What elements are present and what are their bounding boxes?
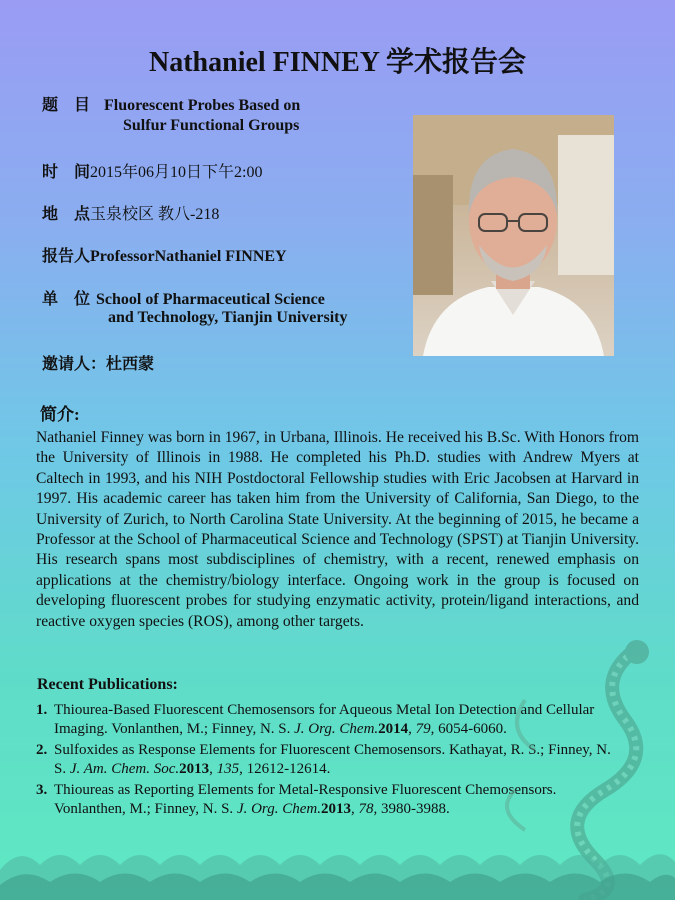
publication-journal: J. Org. Chem. [294, 721, 379, 738]
publication-journal: J. Org. Chem. [236, 801, 321, 818]
speaker-value: ProfessorNathaniel FINNEY [90, 248, 287, 265]
time-label: 时 间 [42, 164, 91, 181]
inviter-value: 杜西蒙 [106, 356, 155, 373]
inviter-label: 邀请人： [42, 356, 107, 373]
publication-year: 2013 [320, 801, 351, 818]
publication-journal: J. Am. Chem. Soc. [69, 761, 180, 778]
speaker-photo [413, 115, 614, 356]
publication-number: 1. [36, 702, 48, 718]
unit-row [42, 286, 325, 309]
unit-label: 单 位 [42, 291, 91, 308]
publication-number: 2. [36, 741, 48, 758]
publications-heading: Recent Publications: [37, 676, 178, 693]
publication-citation: Thiourea-Based Fluorescent Chemosensors for Aqueous Metal Ion Detection and Cellular Imaging. Vonlanthen, M.; Finney, N. S. [54, 702, 595, 738]
publication-volume: 78 [358, 801, 374, 818]
speaker-label: 报告人 [42, 248, 91, 265]
topic-line2: Sulfur Functional Groups [123, 117, 300, 134]
biography-text: Nathaniel Finney was born in 1967, in Urbana, Illinois. He received his B.Sc. With Honors from the University of Illinois in 1988. He completed his Ph.D. studies with Andrew Myers at Caltech in 1993, and his NIH Postdoctoral Fellowship studies with Eric Jacobsen at Harvard in 1997. His academic career has taken him from the University of California, San Diego, to the University of Zurich, to North Carolina State University. At the beginning of 2015, he became a Professor at the School of Pharmaceutical Science and Technology (SPST) at Tianjin University. His research spans most subdisciplines of chemistry, with a recent, renewed emphasis on applications at the chemistry/biology interface. Ongoing work in the group is focused on developing fluorescent probes for studying enzymatic activity, protein/ligand interactions, and reactive oxygen species (ROS), among other targets. [36, 429, 639, 630]
publication-pages: , 12612-12614. [239, 761, 331, 778]
unit-line1: School of Pharmaceutical Science [96, 291, 325, 308]
publication-year: 2014 [378, 721, 409, 738]
intro-heading: 简介: [40, 405, 80, 424]
topic-row [42, 92, 300, 115]
place-label: 地 点 [42, 206, 91, 223]
place-value: 玉泉校区 教八-218 [90, 206, 220, 223]
publication-volume: 135 [216, 761, 240, 778]
publication-year: 2013 [179, 761, 210, 778]
publication-citation: Sulfoxides as Response Elements for Fluorescent Chemosensors. Kathayat, R. S.; Finney, N. S. [54, 741, 611, 778]
inviter-row [42, 351, 154, 374]
publication-separator: , [408, 721, 416, 738]
place-row [42, 201, 219, 224]
unit-line2: and Technology, Tianjin University [108, 309, 348, 326]
wave-decoration [0, 840, 675, 900]
page-title: Nathaniel FINNEY 学术报告会 [149, 47, 526, 78]
publication-citation: Thioureas as Reporting Elements for Metal-Responsive Fluorescent Chemosensors. Vonlanthen, M.; Finney, N. S. [54, 781, 557, 818]
topic-line1: Fluorescent Probes Based on [104, 97, 301, 114]
speaker-row [42, 243, 287, 266]
publication-pages: , 3980-3988. [373, 801, 450, 818]
time-row [42, 159, 262, 182]
topic-label: 题 目 [42, 97, 91, 114]
time-value: 2015年06月10日下午2:00 [90, 164, 263, 181]
publication-separator: , [209, 761, 217, 778]
publication-volume: 79 [415, 721, 431, 738]
publication-pages: , 6054-6060. [430, 721, 507, 738]
publication-separator: , [350, 801, 359, 818]
publication-number: 3. [36, 781, 48, 798]
